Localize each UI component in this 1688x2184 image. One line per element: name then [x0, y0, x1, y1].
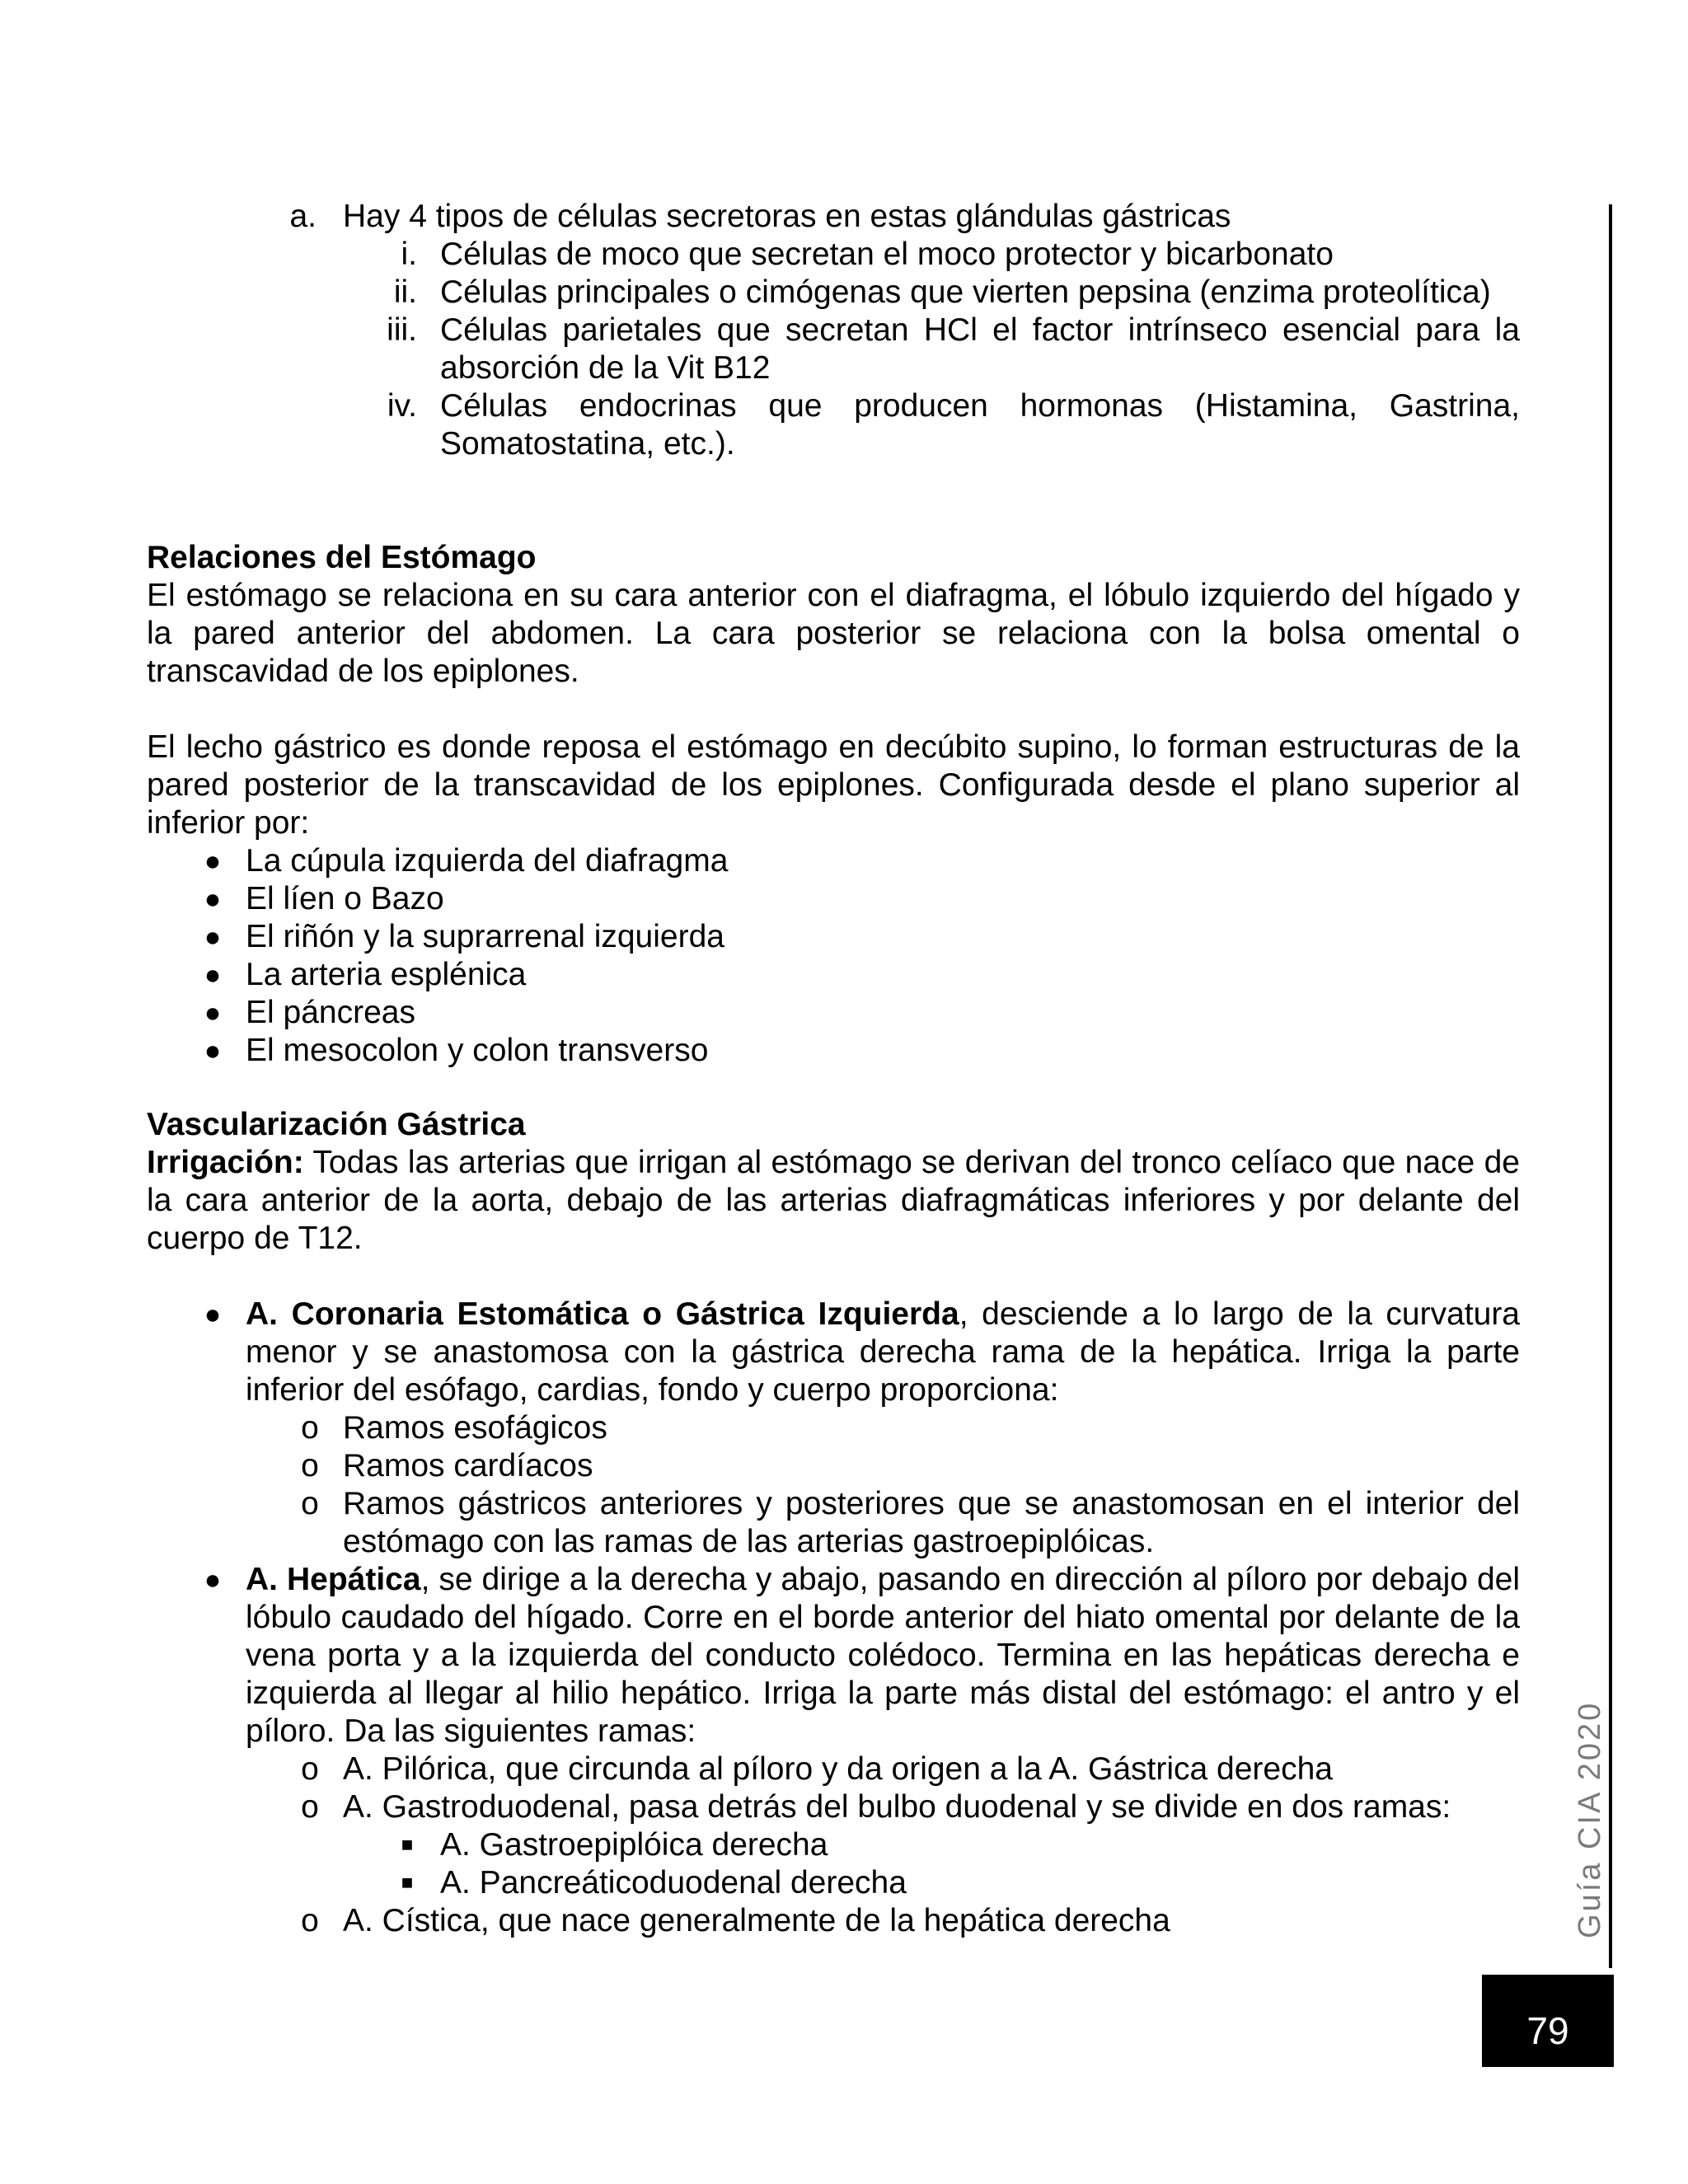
branch-text: A. Pilórica, que circunda al píloro y da origen a la A. Gástrica derecha [343, 1751, 1333, 1787]
list-item-text: Células endocrinas que producen hormonas (Histamina, Gastrina, Somatostatina, etc.). [440, 388, 1520, 462]
side-rule [1609, 204, 1612, 1968]
bullet-icon: ● [204, 997, 222, 1029]
relaciones-paragraph-2: El lecho gástrico es donde reposa el estómago en decúbito supino, lo forman estructuras de la pared posterior de la transcavidad de los epiplones. Configurada desde el plano superior al inferior por: [147, 729, 1520, 841]
circle-bullet-icon: o [301, 1410, 319, 1446]
subbranch-text: A. Pancreáticoduodenal derecha [440, 1865, 907, 1900]
subbranch-text: A. Gastroepiplóica derecha [440, 1827, 828, 1863]
page-content [147, 198, 1520, 1940]
square-bullet-icon: ■ [401, 1834, 414, 1856]
list-item-text: Células parietales que secretan HCl el factor intrínseco esencial para la absorción de la Vit B12 [440, 312, 1520, 386]
gland-cell-item [147, 236, 1520, 274]
gland-cell-item [147, 274, 1520, 312]
artery-branch [147, 1902, 1520, 1940]
circle-bullet-icon: o [301, 1448, 319, 1483]
list-item [147, 1032, 1520, 1070]
section-heading-relaciones: Relaciones del Estómago [147, 540, 537, 575]
glands-intro-item [147, 198, 1520, 236]
artery-title: A. Coronaria Estomática o Gástrica Izquierda [246, 1296, 959, 1332]
circle-bullet-icon: o [301, 1789, 319, 1825]
branch-text: Ramos esofágicos [343, 1410, 607, 1446]
list-marker: ii. [393, 274, 417, 310]
list-item-text: La arteria esplénica [246, 957, 527, 992]
list-item [147, 842, 1520, 880]
bullet-icon: ● [204, 1564, 222, 1596]
irrigacion-paragraph [147, 1144, 1520, 1258]
circle-bullet-icon: o [301, 1903, 319, 1938]
list-item [147, 994, 1520, 1032]
list-marker: iii. [387, 312, 417, 348]
artery-subbranch [147, 1864, 1520, 1902]
artery-branch [147, 1485, 1520, 1561]
branch-text: A. Cística, que nace generalmente de la hepática derecha [343, 1903, 1170, 1938]
list-item-text: El líen o Bazo [246, 881, 444, 916]
bullet-icon: ● [204, 883, 222, 915]
artery-item-hepatica [147, 1561, 1520, 1750]
list-marker: a. [289, 199, 316, 234]
list-item-text: El riñón y la suprarrenal izquierda [246, 919, 724, 954]
artery-subbranch [147, 1826, 1520, 1864]
list-item-text: El mesocolon y colon transverso [246, 1033, 709, 1068]
branch-text: A. Gastroduodenal, pasa detrás del bulbo duodenal y se divide en dos ramas: [343, 1789, 1451, 1825]
list-item-text: Células de moco que secretan el moco protector y bicarbonato [440, 237, 1334, 272]
branch-text: Ramos gástricos anteriores y posteriores que se anastomosan en el interior del estómago con las ramas de las arterias gastroepiplóicas. [343, 1486, 1520, 1559]
irrigacion-label: Irrigación: [147, 1145, 304, 1180]
artery-title: A. Hepática [246, 1562, 421, 1597]
list-item-text: Células principales o cimógenas que vierten pepsina (enzima proteolítica) [440, 274, 1491, 310]
artery-item-coronaria [147, 1296, 1520, 1409]
page-number: 79 [1482, 1975, 1614, 2067]
artery-branch [147, 1750, 1520, 1788]
artery-branch [147, 1409, 1520, 1447]
list-item [147, 956, 1520, 994]
circle-bullet-icon: o [301, 1751, 319, 1787]
guide-label: Guía CIA 2020 [1573, 1700, 1607, 1938]
relaciones-paragraph-1: El estómago se relaciona en su cara anterior con el diafragma, el lóbulo izquierdo del hígado y la pared anterior del abdomen. La cara posterior se relaciona con la bolsa omental o transcavidad de los epiplones. [147, 578, 1520, 689]
branch-text: Ramos cardíacos [343, 1448, 593, 1483]
section-heading-vascularizacion: Vascularización Gástrica [147, 1107, 526, 1142]
list-item-text: La cúpula izquierda del diafragma [246, 843, 729, 879]
artery-description: , se dirige a la derecha y abajo, pasando en dirección al píloro por debajo del lóbulo caudado del hígado. Corre en el borde anterior del hiato omental por delante de la vena porta y a la izquierda del conducto colédoco. Termina en las hepáticas derecha e izquierda al llegar al hilio hepático. Irriga la parte más distal del estómago: el antro y el píloro. Da las siguientes ramas: [246, 1562, 1521, 1749]
bullet-icon: ● [204, 846, 222, 877]
bullet-icon: ● [204, 1035, 222, 1066]
list-item [147, 880, 1520, 918]
list-item-text: Hay 4 tipos de células secretoras en estas glándulas gástricas [343, 199, 1231, 234]
bullet-icon: ● [204, 921, 222, 953]
list-marker: i. [401, 237, 417, 272]
bullet-icon: ● [204, 1299, 222, 1330]
list-item-text: El páncreas [246, 995, 415, 1030]
list-marker: iv. [387, 388, 417, 424]
gland-cell-item [147, 387, 1520, 463]
artery-branch [147, 1788, 1520, 1826]
artery-description: , desciende a lo largo de la curvatura menor y se anastomosa con la gástrica derecha rama de la hepática. Irriga la parte inferior del esófago, cardias, fondo y cuerpo proporciona: [246, 1296, 1520, 1408]
list-item [147, 918, 1520, 956]
artery-branch [147, 1447, 1520, 1485]
bullet-icon: ● [204, 959, 222, 991]
square-bullet-icon: ■ [401, 1872, 414, 1894]
circle-bullet-icon: o [301, 1486, 319, 1521]
gland-cell-item [147, 312, 1520, 387]
irrigacion-text: Todas las arterias que irrigan al estómago se derivan del tronco celíaco que nace de la cara anterior de la aorta, debajo de las arterias diafragmáticas inferiores y por delante del cuerpo de T12. [147, 1145, 1520, 1256]
